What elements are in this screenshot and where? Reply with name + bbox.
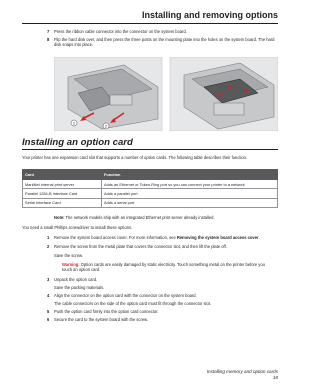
step-text: Secure the card to the system board with the screw.: [54, 317, 148, 322]
table-cell-card: Serial Interface Card: [23, 198, 102, 207]
page-number: 18: [272, 375, 278, 380]
step-number: 1: [47, 235, 50, 240]
step-text-end: .: [258, 235, 260, 240]
step-number: 7: [47, 29, 50, 34]
table-cell-function: Adds a serial port: [102, 198, 278, 207]
step-2-sub: Save the screw.: [54, 253, 83, 258]
table-cell-card: MarkNet internal print server: [23, 180, 102, 189]
step-text: Remove the system board access cover. For more information, see: [54, 235, 177, 240]
step-4-sub: The cable connectors on the side of the option card must fit through the connector slot.: [54, 301, 212, 306]
note-text: The network models ship with an integrated Ethernet print server already installed.: [64, 215, 215, 220]
column-header-card: Card: [23, 170, 102, 180]
warning-text: Option cards are easily damaged by static electricity. Touch something metal on the printer before you touch an option card.: [62, 262, 265, 273]
table-cell-function: Adds a parallel port: [102, 189, 278, 198]
table-row: [23, 180, 278, 189]
section-heading: Installing an option card: [22, 137, 133, 148]
step-text: Align the connector on the option card with the connector on the system board.: [54, 293, 197, 298]
hard-disk-installation-figure: [54, 57, 278, 131]
step-text: Flip the hard disk over, and then press the three posts on the mounting plate into the holes on the system board. The hard disk snaps into place.: [54, 37, 275, 47]
step-1: [47, 235, 276, 240]
step-text: Press the ribbon cable connector into the connector on the system board.: [54, 29, 187, 34]
option-cards-table: [22, 169, 278, 208]
table-row: [23, 198, 278, 207]
step-text: Remove the screw from the metal plate that covers the connector slot, and then lift the plate off.: [54, 244, 227, 249]
step-6: [47, 317, 276, 322]
step-text: Unpack the option card.: [54, 277, 98, 282]
step-number: 6: [47, 317, 50, 322]
footer-title: Installing memory and option cards: [206, 369, 278, 374]
callout-1-label: 1: [72, 120, 76, 126]
step-3-sub: Save the packing materials.: [54, 285, 105, 290]
header-divider: [22, 23, 278, 24]
warning: [62, 262, 276, 272]
tools-needed-text: You need a small Phillips screwdriver to install these options.: [22, 225, 133, 230]
table-header-row: [23, 170, 278, 180]
step-4: [47, 293, 276, 298]
note: [54, 215, 276, 220]
step-8: [47, 37, 276, 47]
table-cell-card: Parallel 1284-B Interface Card: [23, 189, 102, 198]
step-3: [47, 277, 276, 282]
cross-reference-link[interactable]: Removing the system board access cover: [176, 235, 259, 240]
table-cell-function: Adds an Ethernet or Token-Ring port so you can connect your printer to a network: [102, 180, 278, 189]
step-number: 2: [47, 244, 50, 249]
step-2: [47, 244, 276, 249]
step-7: [47, 29, 276, 34]
step-number: 3: [47, 277, 50, 282]
table-row: [23, 189, 278, 198]
step-text: Push the option card firmly into the option card connector.: [54, 309, 159, 314]
step-5: [47, 309, 276, 314]
warning-label: Warning:: [62, 262, 80, 267]
column-header-function: Function: [102, 170, 278, 180]
note-label: Note:: [54, 215, 65, 220]
figure-illustration: [54, 57, 278, 131]
step-number: 4: [47, 293, 50, 298]
section-intro: Your printer has one expansion card slot that supports a number of option cards. The following table describes their function.: [22, 155, 248, 160]
page-header-title: Installing and removing options: [141, 10, 278, 20]
step-number: 8: [47, 37, 50, 42]
step-number: 5: [47, 309, 50, 314]
callout-2-label: 2: [104, 123, 108, 129]
section-divider: [22, 149, 278, 150]
